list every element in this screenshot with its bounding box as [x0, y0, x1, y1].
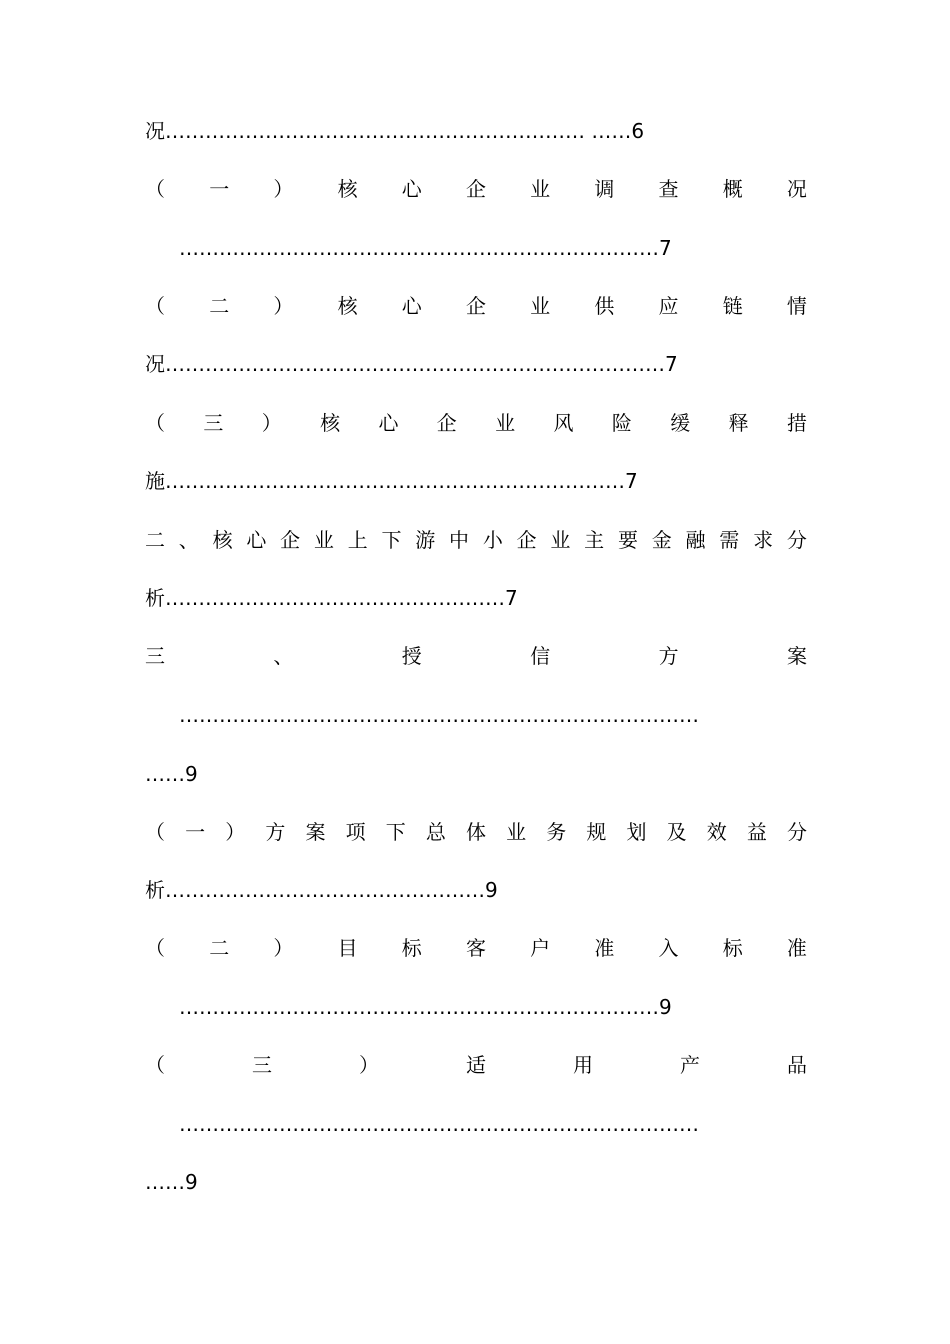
toc-page-number: ……9 [145, 762, 198, 786]
toc-entry-heading: （ 三 ） 核 心 企 业 风 险 缓 释 措 [145, 411, 807, 435]
toc-leader-line: …………………………………………………………………… [179, 703, 699, 727]
toc-entry-heading: （ 三 ） 适 用 产 品 [145, 1053, 807, 1077]
toc-line: 施……………………………………………………………7 [145, 469, 638, 493]
toc-leader-line: …………………………………………………………………… [179, 1112, 699, 1136]
toc-page [145, 0, 807, 1344]
toc-entry-heading: （ 二 ） 核 心 企 业 供 应 链 情 [145, 294, 807, 318]
toc-line: 析…………………………………………9 [145, 878, 498, 902]
toc-line: 况……………………………………………………… ……6 [145, 119, 645, 143]
toc-line: 析……………………………………………7 [145, 586, 518, 610]
toc-leader-line: ………………………………………………………………9 [179, 995, 672, 1019]
toc-entry-heading: 二 、 核 心 企 业 上 下 游 中 小 企 业 主 要 金 融 需 求 分 [145, 528, 807, 552]
toc-entry-heading: （ 一 ） 方 案 项 下 总 体 业 务 规 划 及 效 益 分 [145, 820, 807, 844]
toc-entry-heading: 三 、 授 信 方 案 [145, 644, 807, 668]
toc-entry-heading: （ 一 ） 核 心 企 业 调 查 概 况 [145, 177, 807, 201]
toc-leader-line: ………………………………………………………………7 [179, 236, 672, 260]
toc-page-number: ……9 [145, 1170, 198, 1194]
toc-line: 况…………………………………………………………………7 [145, 352, 678, 376]
toc-entry-heading: （ 二 ） 目 标 客 户 准 入 标 准 [145, 936, 807, 960]
